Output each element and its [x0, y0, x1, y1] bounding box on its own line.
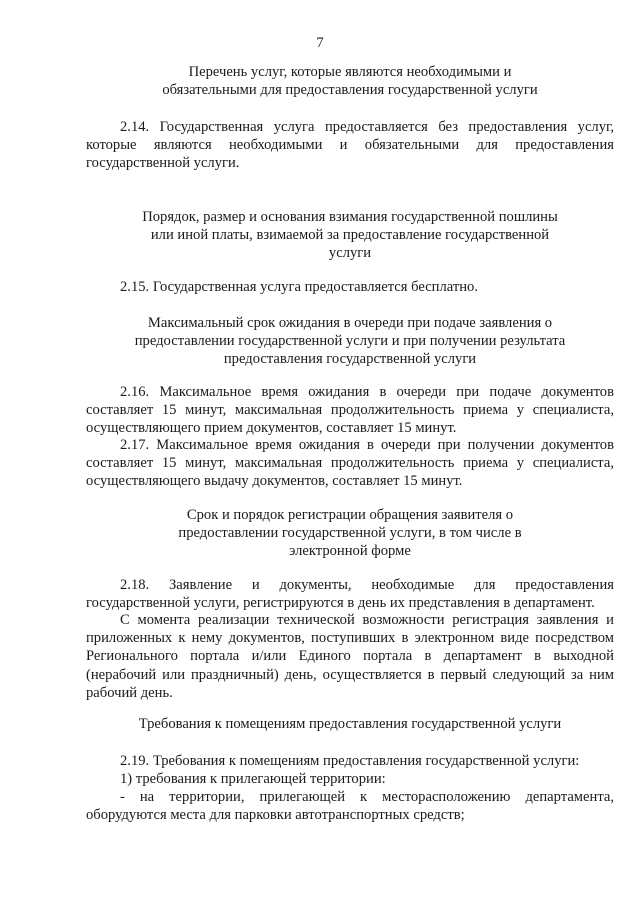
heading-line: предоставления государственной услуги [223, 351, 477, 368]
heading-line: или иной платы, взимаемой за предоставление государственной [150, 227, 550, 244]
heading-line: Срок и порядок регистрации обращения заявителя о [186, 507, 514, 523]
paragraph-2-14: 2.14. Государственная услуга предоставляется без предоставления услуг, которые являются необходимыми и обязательными для предоставления государственной услуги. [86, 119, 614, 172]
heading-line: Максимальный срок ожидания в очереди при подаче заявления о [147, 315, 553, 331]
paragraph-2-18-electronic: С момента реализации технической возможности регистрация заявления и приложенных к нему документов, поступивших в электронном виде посредством Регионального портала и/или Единого портала в департамент в выходной (нерабочий или праздничный) день, осуществляется в первый следующий за ним рабочий день. [86, 612, 614, 701]
paragraph-2-17: 2.17. Максимальное время ожидания в очереди при получении документов составляет 15 минут, максимальная продолжительность приема у специалиста, осуществляющего выдачу документов, составляет 15 минут. [86, 437, 614, 490]
section-heading-waiting-time [86, 314, 614, 369]
heading-line: Порядок, размер и основания взимания государственной пошлины [142, 209, 558, 225]
heading-line: Перечень услуг, которые являются необходимыми и [188, 64, 512, 80]
heading-line: предоставлении государственной услуги, в том числе в [178, 525, 522, 542]
section-heading-fees [86, 208, 614, 263]
paragraph-2-16: 2.16. Максимальное время ожидания в очереди при подаче документов составляет 15 минут, максимальная продолжительность приема у специалиста, осуществляющего прием документов, составляет 15 минут. [86, 384, 614, 437]
paragraph-2-19-item-1: 1) требования к прилегающей территории: [120, 771, 386, 787]
paragraph-2-18: 2.18. Заявление и документы, необходимые для предоставления государственной услуги, регистрируются в день их представления в департамент. [86, 577, 614, 612]
paragraph-2-19-parking: - на территории, прилегающей к месторасположению департамента, оборудуются места для парковки автотранспортных средств; [86, 789, 614, 824]
page-number: 7 [316, 35, 324, 51]
section-heading-premises: Требования к помещениям предоставления государственной услуги [138, 716, 562, 732]
heading-line: электронной форме [289, 543, 411, 560]
heading-line: обязательными для предоставления государственной услуги [162, 82, 538, 99]
section-heading-registration [86, 506, 614, 561]
section-heading-services-list [86, 63, 614, 99]
paragraph-2-15: 2.15. Государственная услуга предоставляется бесплатно. [120, 279, 479, 295]
paragraph-2-19: 2.19. Требования к помещениям предоставления государственной услуги: [120, 753, 580, 769]
heading-line: услуги [328, 245, 372, 262]
heading-line: предоставлении государственной услуги и при получении результата [134, 333, 566, 350]
